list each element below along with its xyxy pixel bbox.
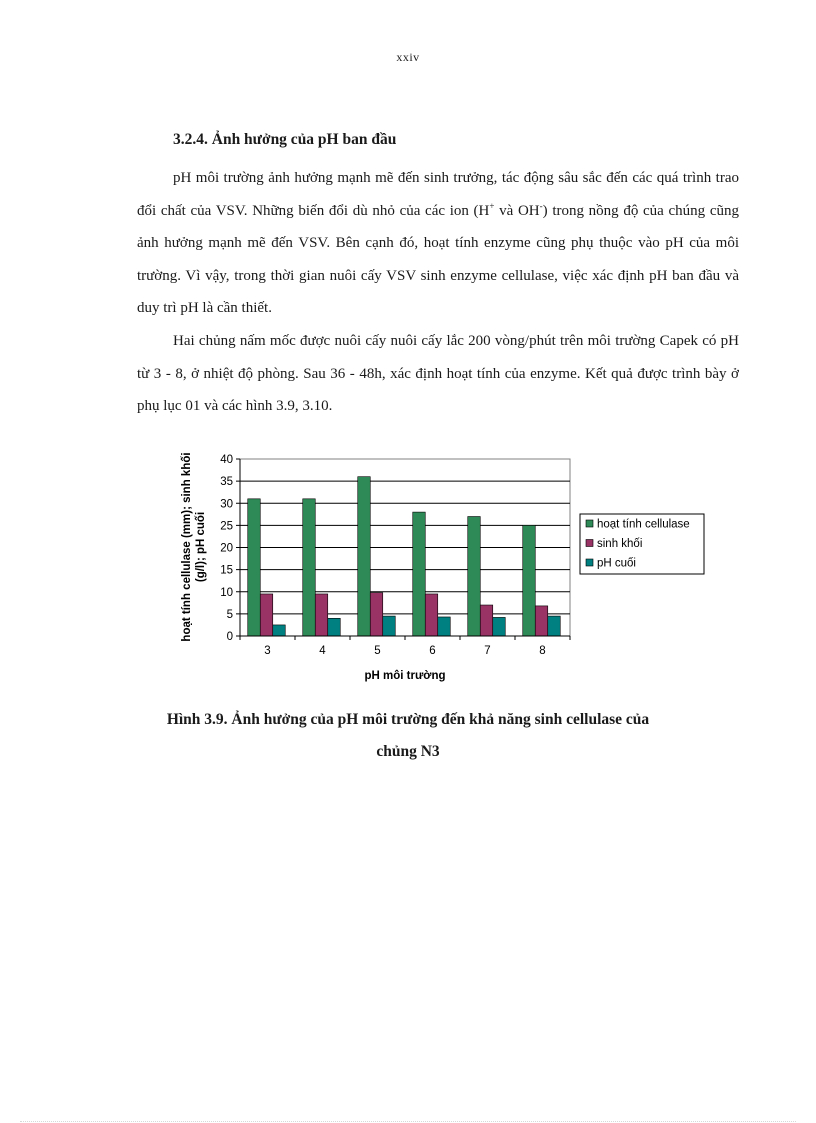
- bar-series-1-cat-5: [358, 477, 371, 636]
- x-axis-title: pH môi trường: [364, 670, 446, 682]
- y-axis-title-line2: (g/l); pH cuối: [195, 511, 207, 583]
- y-tick-label: 15: [220, 564, 233, 577]
- x-tick-label: 4: [319, 645, 326, 657]
- legend-label-1: hoạt tính cellulase: [597, 518, 690, 531]
- para1-text-b: và OH: [494, 202, 540, 219]
- legend-swatch-3: [586, 559, 593, 566]
- y-tick-label: 40: [220, 454, 233, 466]
- legend-label-3: pH cuối: [597, 557, 636, 570]
- section-heading: 3.2.4. Ảnh hưởng của pH ban đầu: [173, 131, 397, 148]
- figure-caption: [120, 704, 696, 768]
- y-tick-label: 35: [220, 476, 233, 489]
- legend-swatch-2: [586, 540, 593, 547]
- y-tick-label: 25: [220, 520, 233, 533]
- bar-series-2-cat-4: [315, 594, 328, 636]
- paragraph-2: Hai chủng nấm mốc được nuôi cấy nuôi cấy lắc 200 vòng/phút trên môi trường Capek có pH từ 3 - 8, ở nhiệt độ phòng. Sau 36 - 48h, xác định hoạt tính của enzyme. Kết quả được trình bày ở phụ lục 01 và các hình 3.9, 3.10.: [137, 333, 739, 414]
- ion-2-charge: -: [539, 200, 543, 211]
- bar-series-1-cat-7: [468, 517, 481, 636]
- para1-text-c: ) trong nồng độ của chúng cũng ảnh hưởng mạnh mẽ đến VSV. Bên cạnh đó, hoạt tính enzyme cũng phụ thuộc vào pH của môi trường. Vì vậy, trong thời gian nuôi cấy VSV sinh enzyme cellulase, việc xác định pH ban đầu và duy trì pH là cần thiết.: [137, 202, 740, 316]
- bar-series-3-cat-3: [273, 625, 286, 636]
- x-tick-label: 5: [374, 645, 381, 657]
- y-tick-label: 10: [220, 586, 233, 599]
- bar-series-2-cat-6: [425, 594, 438, 636]
- bar-series-1-cat-4: [303, 499, 316, 636]
- caption-line-1: Hình 3.9. Ảnh hưởng của pH môi trường đến khả năng sinh cellulase của: [166, 711, 650, 728]
- x-tick-label: 3: [264, 645, 271, 657]
- x-tick-label: 8: [539, 645, 546, 657]
- y-tick-label: 0: [226, 631, 233, 643]
- bar-series-2-cat-5: [370, 593, 383, 636]
- bar-series-3-cat-4: [328, 618, 341, 636]
- ion-1-charge: +: [489, 200, 495, 211]
- y-tick-label: 5: [226, 608, 233, 621]
- para1-text-a: pH môi trường ảnh hưởng mạnh mẽ đến sinh trưởng, tác động sâu sắc đến các quá trình trao đổi chất của VSV. Những biến đổi dù nhỏ của các ion (H: [137, 170, 739, 219]
- y-tick-label: 20: [220, 542, 233, 555]
- bar-series-2-cat-8: [535, 606, 548, 636]
- bar-series-2-cat-3: [260, 594, 273, 636]
- bar-series-1-cat-8: [523, 525, 536, 636]
- bar-chart: [170, 446, 730, 692]
- legend-swatch-1: [586, 520, 593, 527]
- page-bottom-rule: [20, 1121, 796, 1122]
- page-number: xxiv: [396, 50, 420, 64]
- y-tick-label: 30: [220, 498, 233, 511]
- bar-series-3-cat-8: [548, 616, 561, 636]
- paragraph-1: [137, 162, 739, 325]
- bar-series-2-cat-7: [480, 605, 493, 636]
- x-tick-label: 6: [429, 645, 436, 657]
- bar-series-1-cat-3: [248, 499, 261, 636]
- legend-label-2: sinh khối: [597, 538, 643, 550]
- bar-series-3-cat-6: [438, 617, 451, 636]
- y-axis-title-line1: hoạt tính cellulase (mm); sinh khối: [181, 452, 193, 642]
- bar-series-3-cat-5: [383, 616, 396, 636]
- caption-line-2: chủng N3: [376, 743, 440, 760]
- bar-series-3-cat-7: [493, 617, 506, 636]
- bar-series-1-cat-6: [413, 512, 426, 636]
- chart-figure: [170, 446, 730, 692]
- x-tick-label: 7: [484, 645, 491, 657]
